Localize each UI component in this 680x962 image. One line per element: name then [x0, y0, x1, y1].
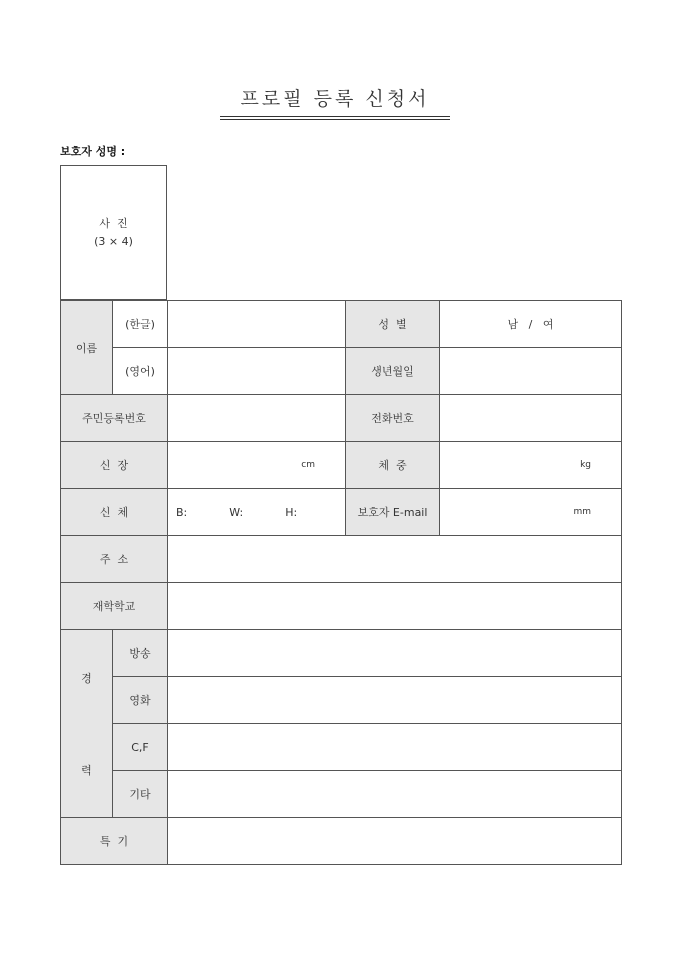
career-label-top: 경 [81, 672, 92, 685]
guardian-email-label: 보호자 E-mail [346, 489, 440, 536]
career-cf-label: C,F [113, 724, 168, 771]
weight-field[interactable] [440, 442, 622, 489]
weight-unit: kg [580, 460, 591, 470]
height-label: 신 장 [61, 442, 168, 489]
career-broadcast-field[interactable] [168, 630, 622, 677]
waist-label: W: [229, 505, 244, 519]
name-korean-label: (한글) [113, 301, 168, 348]
address-label: 주 소 [61, 536, 168, 583]
weight-label: 체 중 [346, 442, 440, 489]
resident-id-label: 주민등록번호 [61, 395, 168, 442]
school-field[interactable] [168, 583, 622, 630]
birthdate-label: 생년월일 [346, 348, 440, 395]
phone-field[interactable] [440, 395, 622, 442]
name-english-field[interactable] [168, 348, 346, 395]
resident-id-field[interactable] [168, 395, 346, 442]
title-underline-top [220, 116, 450, 117]
photo-size-label: (3 × 4) [94, 234, 133, 248]
school-label: 재학학교 [61, 583, 168, 630]
address-field[interactable] [168, 536, 622, 583]
profile-form [60, 300, 622, 865]
mm-unit: mm [573, 507, 591, 517]
career-film-label: 영화 [113, 677, 168, 724]
special-skill-field[interactable] [168, 818, 622, 865]
hip-label: H: [285, 505, 298, 519]
guardian-name-label: 보호자 성명 : [60, 145, 126, 158]
guardian-email-field[interactable] [440, 489, 622, 536]
phone-label: 전화번호 [346, 395, 440, 442]
page-title: 프로필 등록 신청서 [240, 88, 430, 110]
bust-label: B: [176, 505, 188, 519]
name-korean-field[interactable] [168, 301, 346, 348]
career-other-field[interactable] [168, 771, 622, 818]
height-unit: cm [301, 460, 315, 470]
title-underline-bottom [220, 119, 450, 120]
career-broadcast-label: 방송 [113, 630, 168, 677]
photo-label: 사 진 [99, 216, 128, 230]
career-label [61, 630, 113, 818]
career-cf-field[interactable] [168, 724, 622, 771]
gender-field[interactable]: 남 / 여 [440, 301, 622, 348]
career-label-bottom: 력 [81, 764, 92, 777]
special-skill-label: 특 기 [61, 818, 168, 865]
gender-label: 성 별 [346, 301, 440, 348]
career-other-label: 기타 [113, 771, 168, 818]
name-english-label: (영어) [113, 348, 168, 395]
photo-box[interactable] [60, 165, 167, 300]
title-block [220, 86, 450, 120]
body-label: 신 체 [61, 489, 168, 536]
height-field[interactable] [168, 442, 346, 489]
career-film-field[interactable] [168, 677, 622, 724]
body-measurements-field[interactable] [168, 489, 346, 536]
name-label: 이름 [61, 301, 113, 395]
birthdate-field[interactable] [440, 348, 622, 395]
